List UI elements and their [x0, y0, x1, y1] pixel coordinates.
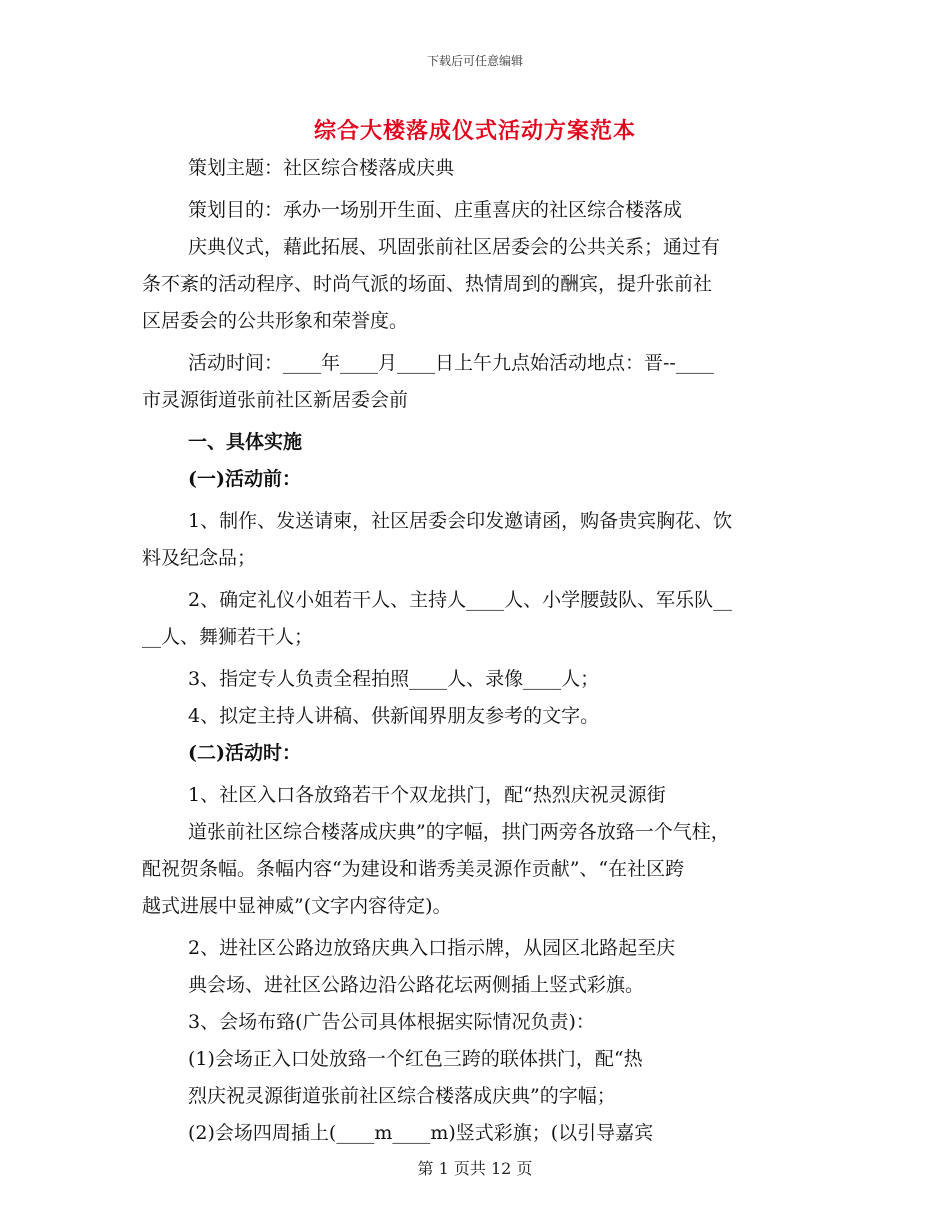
paragraph-line: 策划目的：承办一场别开生面、庄重喜庆的社区综合楼落成: [188, 199, 683, 221]
paragraph-line: 市灵源街道张前社区新居委会前: [142, 389, 409, 411]
paragraph-line: 条不紊的活动程序、时尚气派的场面、热情周到的酬宾，提升张前社: [142, 273, 713, 295]
paragraph-line: 3、会场布臵(广告公司具体根据实际情况负责)：: [188, 1011, 595, 1033]
section-heading: 一、具体实施: [188, 431, 303, 453]
paragraph-line: __人、舞狮若干人；: [142, 626, 314, 648]
page-footer: 第 1 页共 12 页: [417, 1159, 533, 1178]
paragraph-line: 1、制作、发送请柬，社区居委会印发邀请函，购备贵宾胸花、饮: [188, 510, 733, 532]
subsection-heading: (一)活动前：: [188, 468, 301, 490]
paragraph-line: 越式进展中显神威”(文字内容待定)。: [142, 895, 452, 917]
subsection-heading: (二)活动时：: [188, 742, 301, 764]
paragraph-line: 烈庆祝灵源街道张前社区综合楼落成庆典”的字幅；: [188, 1085, 616, 1107]
paragraph-line: 典会场、进社区公路边沿公路花坛两侧插上竖式彩旗。: [188, 974, 645, 996]
paragraph-line: 1、社区入口各放臵若干个双龙拱门，配“热烈庆祝灵源街: [188, 784, 666, 806]
paragraph-line: (2)会场四周插上(____m____m)竖式彩旗；(以引导嘉宾: [188, 1122, 654, 1144]
paragraph-line: 4、拟定主持人讲稿、供新闻界朋友参考的文字。: [188, 705, 600, 727]
paragraph-line: 2、确定礼仪小姐若干人、主持人____人、小学腰鼓队、军乐队__: [188, 589, 733, 611]
document-body: [142, 150, 808, 1152]
paragraph-line: 配祝贺条幅。条幅内容“为建设和谐秀美灵源作贡献”、“在社区跨: [142, 858, 685, 880]
paragraph-line: 策划主题：社区综合楼落成庆典: [188, 157, 455, 179]
document-title: 综合大楼落成仪式活动方案范本: [313, 118, 636, 144]
paragraph-line: 3、指定专人负责全程拍照____人、录像____人；: [188, 668, 600, 690]
paragraph-line: 活动时间：____年____月____日上午九点始活动地点：晋--____: [188, 352, 714, 374]
paragraph-line: 料及纪念品；: [142, 547, 257, 569]
page-header: 下载后可任意编辑: [426, 54, 523, 68]
paragraph-line: 区居委会的公共形象和荣誉度。: [142, 310, 409, 332]
paragraph-line: (1)会场正入口处放臵一个红色三跨的联体拱门，配“热: [188, 1048, 643, 1070]
paragraph-line: 庆典仪式，藉此拓展、巩固张前社区居委会的公共关系；通过有: [188, 236, 721, 258]
paragraph-line: 道张前社区综合楼落成庆典”的字幅，拱门两旁各放臵一个气柱，: [188, 821, 730, 843]
paragraph-line: 2、进社区公路边放臵庆典入口指示牌，从园区北路起至庆: [188, 937, 676, 959]
